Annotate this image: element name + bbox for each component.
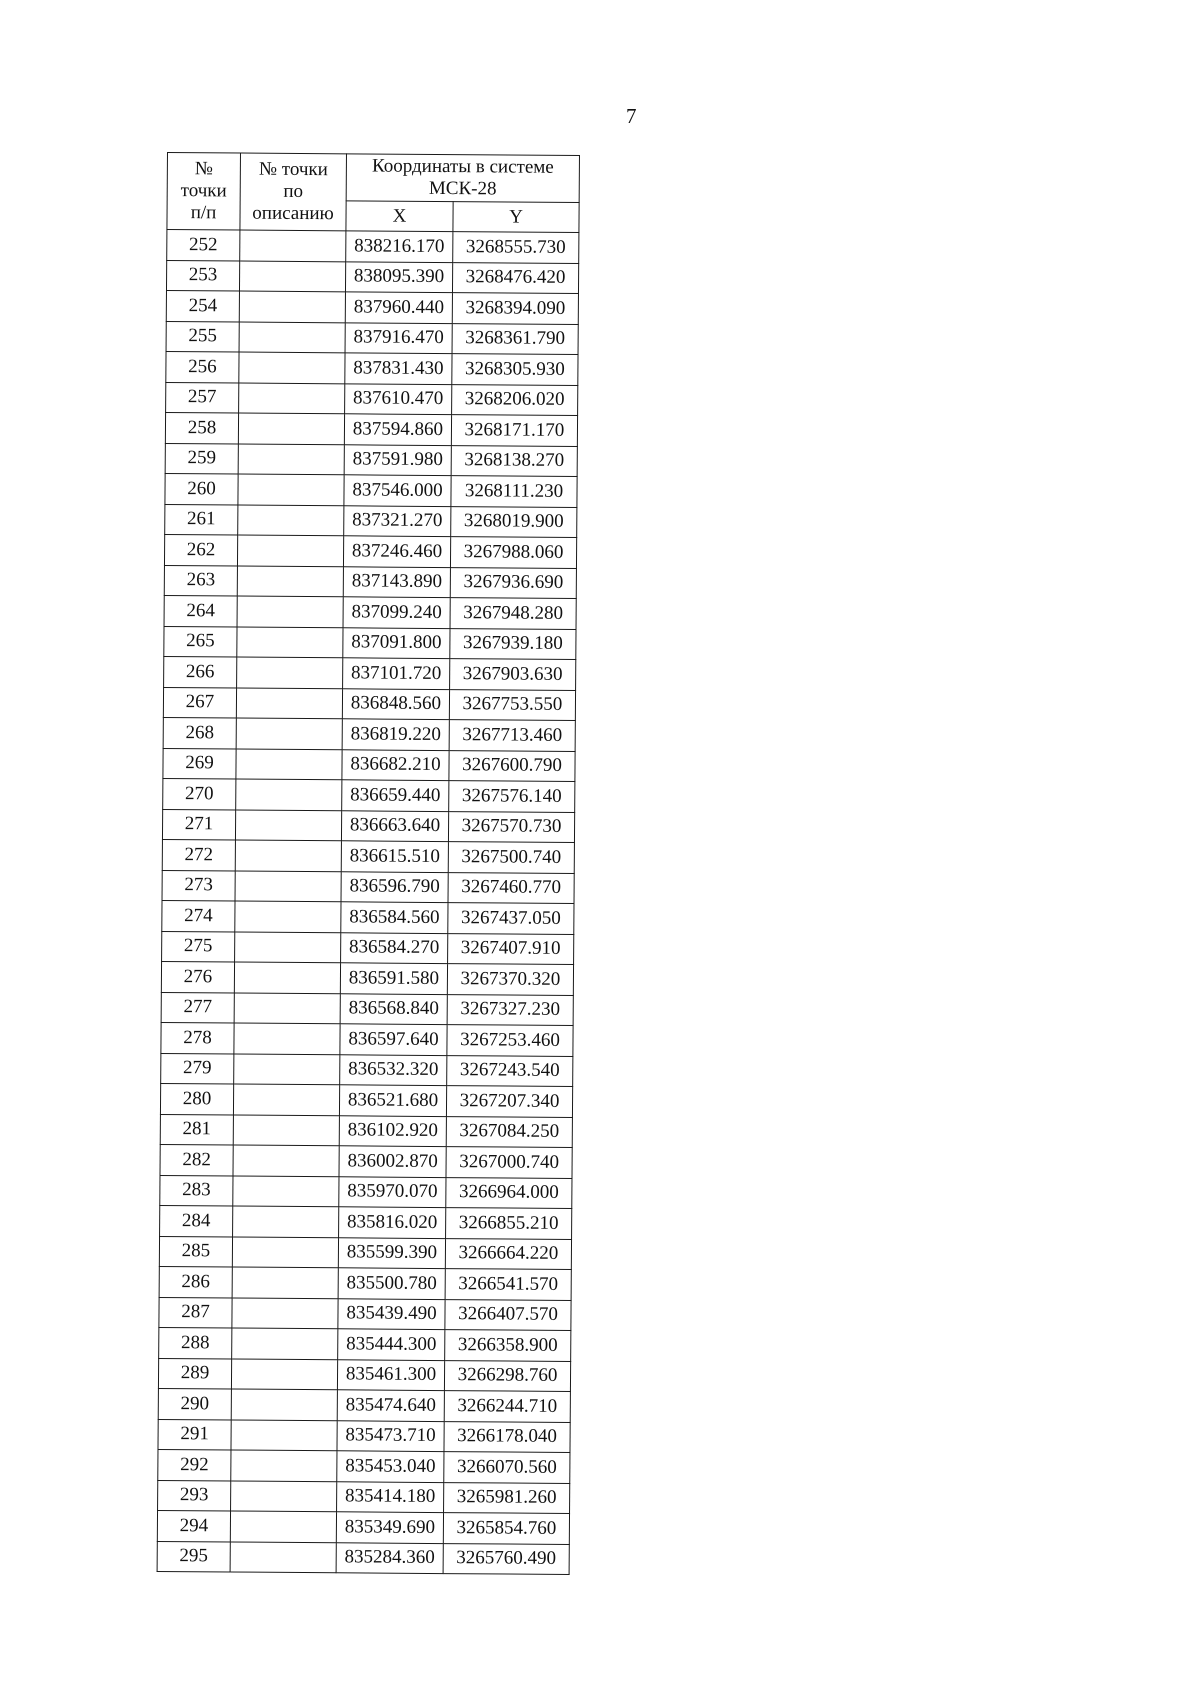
- cell-x: 835461.300: [337, 1359, 444, 1390]
- cell-description-point: [237, 566, 343, 597]
- cell-y: 3268111.230: [451, 476, 577, 507]
- cell-point-number: 264: [164, 595, 237, 626]
- header-x: X: [346, 201, 453, 232]
- table-row: [165, 443, 577, 477]
- cell-point-number: 281: [160, 1114, 233, 1145]
- cell-point-number: 262: [164, 534, 237, 565]
- cell-point-number: 276: [161, 961, 234, 992]
- cell-description-point: [232, 1328, 338, 1359]
- cell-description-point: [235, 932, 341, 963]
- cell-y: 3268171.170: [451, 415, 577, 446]
- cell-point-number: 273: [162, 870, 235, 901]
- cell-y: 3265854.760: [443, 1513, 569, 1544]
- cell-x: 836663.640: [341, 810, 448, 841]
- table-body: [157, 230, 579, 1575]
- table-row: [161, 1053, 573, 1087]
- cell-description-point: [231, 1481, 337, 1512]
- cell-description-point: [233, 1206, 339, 1237]
- cell-point-number: 282: [160, 1144, 233, 1175]
- header-description-line-1: № точки: [258, 158, 328, 181]
- cell-y: 3268305.930: [452, 354, 578, 385]
- table-row: [158, 1480, 570, 1514]
- cell-x: 835444.300: [338, 1329, 445, 1360]
- cell-x: 835453.040: [337, 1451, 444, 1482]
- cell-description-point: [231, 1359, 337, 1390]
- table-row: [158, 1358, 570, 1392]
- cell-y: 3266664.220: [445, 1238, 571, 1269]
- cell-x: 836591.580: [340, 963, 447, 994]
- header-point-number: [167, 153, 241, 231]
- cell-y: 3268476.420: [452, 262, 578, 293]
- cell-x: 836568.840: [340, 993, 447, 1024]
- cell-y: 3268138.270: [451, 445, 577, 476]
- header-description-point-number: [240, 153, 347, 231]
- cell-description-point: [234, 1023, 340, 1054]
- header-point-number-line-1: №: [194, 158, 214, 180]
- cell-point-number: 256: [166, 351, 239, 382]
- table-row: [158, 1388, 570, 1422]
- cell-point-number: 291: [158, 1419, 231, 1450]
- cell-point-number: 274: [162, 900, 235, 931]
- cell-x: 835970.070: [339, 1176, 446, 1207]
- cell-point-number: 292: [158, 1449, 231, 1480]
- cell-x: 836584.560: [341, 902, 448, 933]
- cell-point-number: 253: [166, 260, 239, 291]
- cell-x: 835816.020: [339, 1207, 446, 1238]
- table-row: [160, 1144, 572, 1178]
- cell-point-number: 283: [160, 1175, 233, 1206]
- cell-x: 837610.470: [345, 383, 452, 414]
- cell-point-number: 278: [161, 1022, 234, 1053]
- cell-description-point: [238, 505, 344, 536]
- cell-x: 837246.460: [343, 536, 450, 567]
- cell-y: 3268361.790: [452, 323, 578, 354]
- table-row: [158, 1449, 570, 1483]
- cell-x: 836659.440: [342, 780, 449, 811]
- cell-point-number: 270: [163, 778, 236, 809]
- cell-x: 837591.980: [344, 444, 451, 475]
- header-description-line-3: описанию: [252, 202, 334, 225]
- cell-point-number: 260: [165, 473, 238, 504]
- cell-description-point: [237, 657, 343, 688]
- cell-point-number: 288: [159, 1327, 232, 1358]
- cell-x: 836532.320: [340, 1054, 447, 1085]
- cell-point-number: 263: [164, 565, 237, 596]
- cell-y: 3267407.910: [448, 933, 574, 964]
- cell-description-point: [239, 352, 345, 383]
- cell-description-point: [235, 901, 341, 932]
- cell-y: 3267084.250: [446, 1116, 572, 1147]
- cell-point-number: 266: [164, 656, 237, 687]
- cell-y: 3267327.230: [447, 994, 573, 1025]
- cell-x: 835284.360: [336, 1542, 443, 1573]
- coordinates-table: [157, 152, 580, 1575]
- cell-point-number: 257: [166, 382, 239, 413]
- table-row: [161, 992, 573, 1026]
- cell-description-point: [231, 1450, 337, 1481]
- table-row: [163, 778, 575, 812]
- cell-description-point: [233, 1115, 339, 1146]
- cell-y: 3267753.550: [449, 689, 575, 720]
- cell-description-point: [235, 810, 341, 841]
- cell-y: 3267713.460: [449, 720, 575, 751]
- cell-point-number: 265: [164, 626, 237, 657]
- cell-point-number: 258: [165, 412, 238, 443]
- table-row: [164, 565, 576, 599]
- cell-point-number: 252: [167, 230, 240, 261]
- table-row: [166, 321, 578, 355]
- cell-description-point: [239, 322, 345, 353]
- cell-x: 837099.240: [343, 597, 450, 628]
- table-row: [166, 290, 578, 324]
- cell-description-point: [230, 1511, 336, 1542]
- cell-y: 3267460.770: [448, 872, 574, 903]
- header-point-number-line-3: п/п: [190, 202, 217, 224]
- cell-x: 836848.560: [342, 688, 449, 719]
- cell-x: 837091.800: [343, 627, 450, 658]
- cell-description-point: [236, 749, 342, 780]
- table-row: [164, 595, 576, 629]
- cell-y: 3267437.050: [448, 903, 574, 934]
- cell-description-point: [236, 779, 342, 810]
- cell-x: 837916.470: [345, 322, 452, 353]
- cell-x: 836521.680: [339, 1085, 446, 1116]
- cell-x: 836597.640: [340, 1024, 447, 1055]
- cell-y: 3265760.490: [443, 1543, 569, 1574]
- cell-x: 837321.270: [344, 505, 451, 536]
- cell-x: 835474.640: [337, 1390, 444, 1421]
- cell-y: 3265981.260: [444, 1482, 570, 1513]
- table-row: [160, 1083, 572, 1117]
- table-row: [162, 931, 574, 965]
- table-row: [166, 260, 578, 294]
- cell-y: 3266855.210: [446, 1208, 572, 1239]
- cell-point-number: 287: [159, 1297, 232, 1328]
- cell-description-point: [236, 718, 342, 749]
- cell-y: 3267570.730: [448, 811, 574, 842]
- cell-description-point: [230, 1542, 336, 1573]
- cell-x: 837594.860: [344, 414, 451, 445]
- cell-description-point: [239, 291, 345, 322]
- table-row: [161, 961, 573, 995]
- cell-point-number: 269: [163, 748, 236, 779]
- cell-description-point: [236, 688, 342, 719]
- cell-point-number: 255: [166, 321, 239, 352]
- cell-y: 3266070.560: [444, 1452, 570, 1483]
- header-point-number-line-2: точки: [180, 180, 227, 202]
- cell-x: 837101.720: [343, 658, 450, 689]
- cell-description-point: [234, 962, 340, 993]
- cell-description-point: [240, 230, 346, 261]
- table-row: [162, 839, 574, 873]
- cell-point-number: 275: [162, 931, 235, 962]
- cell-y: 3267988.060: [450, 537, 576, 568]
- cell-y: 3267936.690: [450, 567, 576, 598]
- header-coordinates-group: [346, 154, 579, 203]
- cell-point-number: 271: [162, 809, 235, 840]
- table-row: [159, 1236, 571, 1270]
- cell-x: 836002.870: [339, 1146, 446, 1177]
- cell-x: 835349.690: [336, 1512, 443, 1543]
- cell-description-point: [232, 1237, 338, 1268]
- cell-description-point: [231, 1420, 337, 1451]
- coordinates-table-container: [157, 152, 580, 1575]
- cell-y: 3267207.340: [446, 1086, 572, 1117]
- page-number: 7: [626, 104, 637, 128]
- table-row: [163, 717, 575, 751]
- cell-y: 3267903.630: [450, 659, 576, 690]
- cell-y: 3267939.180: [450, 628, 576, 659]
- cell-point-number: 295: [157, 1541, 230, 1572]
- table-row: [157, 1510, 569, 1544]
- cell-description-point: [233, 1176, 339, 1207]
- table-row: [162, 900, 574, 934]
- cell-description-point: [237, 535, 343, 566]
- table-row: [157, 1541, 569, 1575]
- cell-x: 835599.390: [338, 1237, 445, 1268]
- cell-point-number: 254: [166, 290, 239, 321]
- table-row: [163, 748, 575, 782]
- table-header: [167, 153, 580, 233]
- cell-y: 3267243.540: [447, 1055, 573, 1086]
- cell-x: 838216.170: [346, 231, 453, 262]
- cell-x: 836682.210: [342, 749, 449, 780]
- cell-description-point: [239, 383, 345, 414]
- table-row: [165, 412, 577, 446]
- cell-y: 3267576.140: [449, 781, 575, 812]
- cell-description-point: [232, 1298, 338, 1329]
- cell-y: 3266298.760: [444, 1360, 570, 1391]
- cell-point-number: 284: [160, 1205, 233, 1236]
- cell-point-number: 261: [165, 504, 238, 535]
- cell-x: 837831.430: [345, 353, 452, 384]
- header-y: Y: [453, 202, 579, 233]
- cell-point-number: 293: [158, 1480, 231, 1511]
- cell-description-point: [237, 627, 343, 658]
- cell-x: 836819.220: [342, 719, 449, 750]
- cell-point-number: 268: [163, 717, 236, 748]
- cell-description-point: [232, 1267, 338, 1298]
- cell-point-number: 279: [161, 1053, 234, 1084]
- table-row: [160, 1114, 572, 1148]
- table-row: [160, 1205, 572, 1239]
- cell-point-number: 289: [158, 1358, 231, 1389]
- cell-point-number: 267: [163, 687, 236, 718]
- cell-point-number: 272: [162, 839, 235, 870]
- cell-x: 837546.000: [344, 475, 451, 506]
- cell-description-point: [235, 871, 341, 902]
- cell-description-point: [238, 413, 344, 444]
- table-row: [165, 473, 577, 507]
- cell-y: 3267370.320: [447, 964, 573, 995]
- cell-x: 835414.180: [337, 1481, 444, 1512]
- cell-x: 835439.490: [338, 1298, 445, 1329]
- table-row: [158, 1419, 570, 1453]
- cell-y: 3267948.280: [450, 598, 576, 629]
- table-row: [161, 1022, 573, 1056]
- table-row: [164, 534, 576, 568]
- cell-y: 3266964.000: [446, 1177, 572, 1208]
- cell-point-number: 259: [165, 443, 238, 474]
- cell-point-number: 286: [159, 1266, 232, 1297]
- cell-description-point: [234, 1054, 340, 1085]
- cell-description-point: [238, 444, 344, 475]
- cell-y: 3268206.020: [452, 384, 578, 415]
- cell-description-point: [239, 261, 345, 292]
- table-row: [159, 1327, 571, 1361]
- cell-y: 3266178.040: [444, 1421, 570, 1452]
- table-row: [167, 230, 579, 264]
- table-row: [166, 351, 578, 385]
- cell-y: 3268394.090: [452, 293, 578, 324]
- cell-y: 3266541.570: [445, 1269, 571, 1300]
- cell-point-number: 285: [159, 1236, 232, 1267]
- cell-y: 3267253.460: [447, 1025, 573, 1056]
- table-row: [164, 626, 576, 660]
- table-row: [166, 382, 578, 416]
- cell-y: 3268555.730: [453, 232, 579, 263]
- table-row: [162, 870, 574, 904]
- cell-y: 3267500.740: [448, 842, 574, 873]
- cell-point-number: 280: [160, 1083, 233, 1114]
- table-row: [164, 656, 576, 690]
- table-row: [163, 687, 575, 721]
- cell-point-number: 290: [158, 1388, 231, 1419]
- cell-description-point: [233, 1145, 339, 1176]
- cell-y: 3267000.740: [446, 1147, 572, 1178]
- cell-description-point: [231, 1389, 337, 1420]
- table-row: [159, 1297, 571, 1331]
- cell-description-point: [238, 474, 344, 505]
- header-description-line-2: по: [283, 180, 304, 202]
- cell-x: 837143.890: [343, 566, 450, 597]
- cell-x: 836596.790: [341, 871, 448, 902]
- cell-point-number: 277: [161, 992, 234, 1023]
- cell-point-number: 294: [157, 1510, 230, 1541]
- cell-description-point: [234, 993, 340, 1024]
- cell-y: 3268019.900: [451, 506, 577, 537]
- cell-x: 835500.780: [338, 1268, 445, 1299]
- cell-x: 836615.510: [341, 841, 448, 872]
- cell-y: 3266358.900: [445, 1330, 571, 1361]
- cell-x: 835473.710: [337, 1420, 444, 1451]
- cell-description-point: [233, 1084, 339, 1115]
- table-row: [160, 1175, 572, 1209]
- cell-y: 3266407.570: [445, 1299, 571, 1330]
- table-row: [162, 809, 574, 843]
- cell-description-point: [235, 840, 341, 871]
- cell-x: 837960.440: [345, 292, 452, 323]
- cell-x: 836102.920: [339, 1115, 446, 1146]
- table-row: [159, 1266, 571, 1300]
- table-row: [165, 504, 577, 538]
- cell-y: 3267600.790: [449, 750, 575, 781]
- cell-description-point: [237, 596, 343, 627]
- cell-x: 838095.390: [345, 261, 452, 292]
- header-coordinates-line-2: МСК-28: [428, 177, 497, 200]
- cell-x: 836584.270: [341, 932, 448, 963]
- header-coordinates-line-1: Координаты в системе: [371, 155, 554, 178]
- cell-y: 3266244.710: [444, 1391, 570, 1422]
